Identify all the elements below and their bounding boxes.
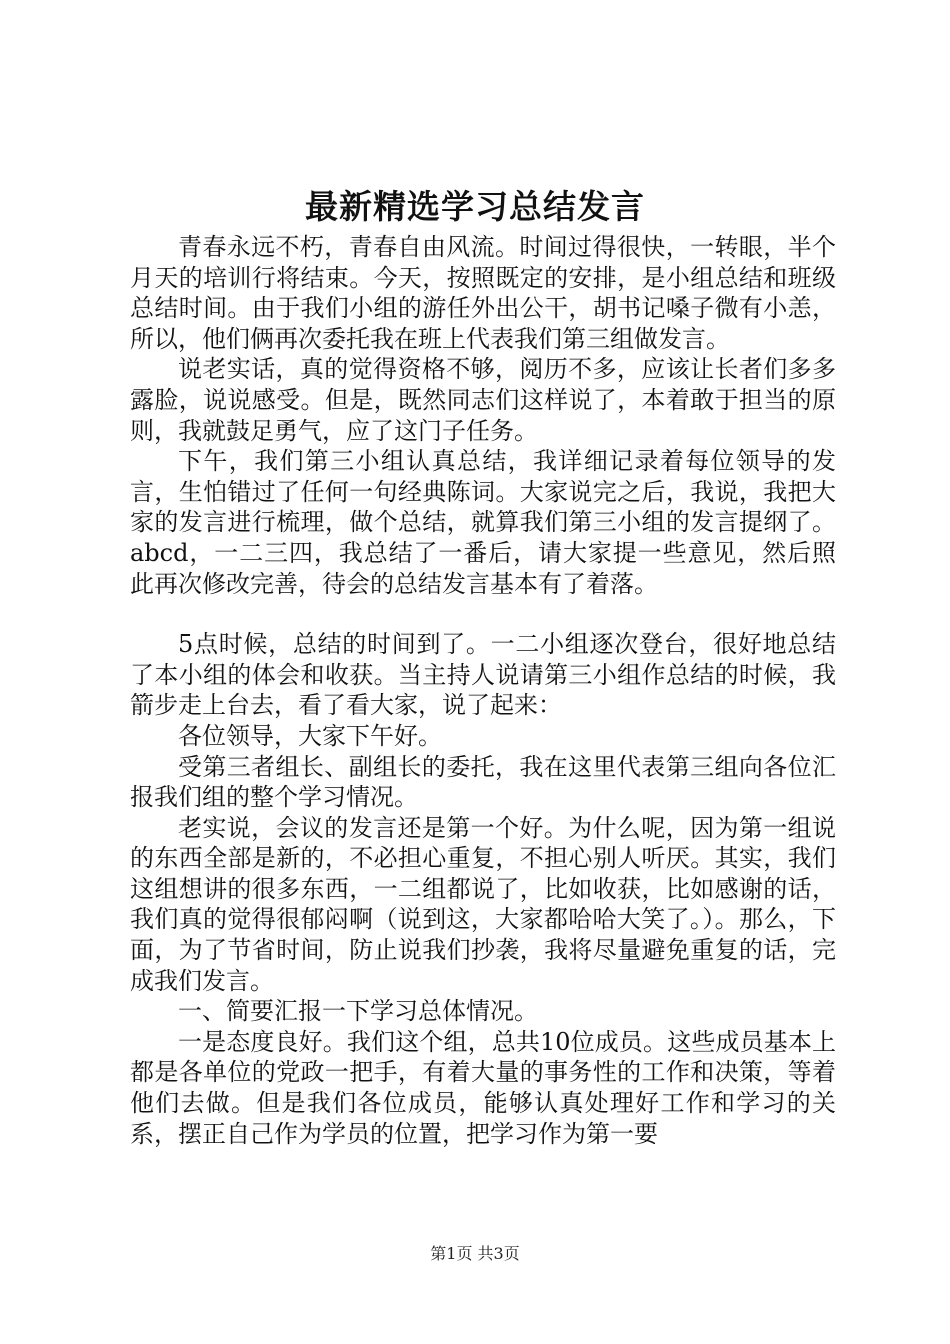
paragraph: 5点时候，总结的时间到了。一二小组逐次登台，很好地总结了本小组的体会和收获。当主持人说请第三小组作总结的时候，我箭步走上台去，看了看大家，说了起来： bbox=[130, 630, 836, 720]
paragraph: 一、简要汇报一下学习总体情况。 bbox=[178, 997, 538, 1026]
paragraph: 说老实话，真的觉得资格不够，阅历不多，应该让长者们多多露脸，说说感受。但是，既然同志们这样说了，本着敢于担当的原则，我就鼓足勇气，应了这门子任务。 bbox=[130, 355, 836, 445]
paragraph: 青春永远不朽，青春自由风流。时间过得很快，一转眼，半个月天的培训行将结束。今天，按照既定的安排，是小组总结和班级总结时间。由于我们小组的游任外出公干，胡书记嗓子微有小恙，所以，他们俩再次委托我在班上代表我们第三组做发言。 bbox=[130, 233, 836, 353]
document-title: 最新精选学习总结发言 bbox=[305, 187, 645, 226]
paragraph: 受第三者组长、副组长的委托，我在这里代表第三组向各位汇报我们组的整个学习情况。 bbox=[130, 752, 836, 812]
paragraph: 下午，我们第三小组认真总结，我详细记录着每位领导的发言，生怕错过了任何一句经典陈词。大家说完之后，我说，我把大家的发言进行梳理，做个总结，就算我们第三小组的发言提纲了。abcd，一二三四，我总结了一番后，请大家提一些意见，然后照此再次修改完善，待会的总结发言基本有了着落。 bbox=[130, 447, 836, 598]
document-body bbox=[130, 232, 836, 1149]
page-number-footer: 第1页 共3页 bbox=[430, 1244, 520, 1263]
paragraph: 一是态度良好。我们这个组，总共10位成员。这些成员基本上都是各单位的党政一把手，有着大量的事务性的工作和决策，等着他们去做。但是我们各位成员，能够认真处理好工作和学习的关系，摆正自己作为学员的位置，把学习作为第一要 bbox=[130, 1027, 836, 1148]
paragraph: 各位领导，大家下午好。 bbox=[178, 721, 442, 750]
paragraph: 老实说，会议的发言还是第一个好。为什么呢，因为第一组说的东西全部是新的，不必担心重复，不担心别人听厌。其实，我们这组想讲的很多东西，一二组都说了，比如收获，比如感谢的话，我们真的觉得很郁闷啊（说到这，大家都哈哈大笑了。）。那么，下面，为了节省时间，防止说我们抄袭，我将尽量避免重复的话，完成我们发言。 bbox=[130, 813, 836, 995]
